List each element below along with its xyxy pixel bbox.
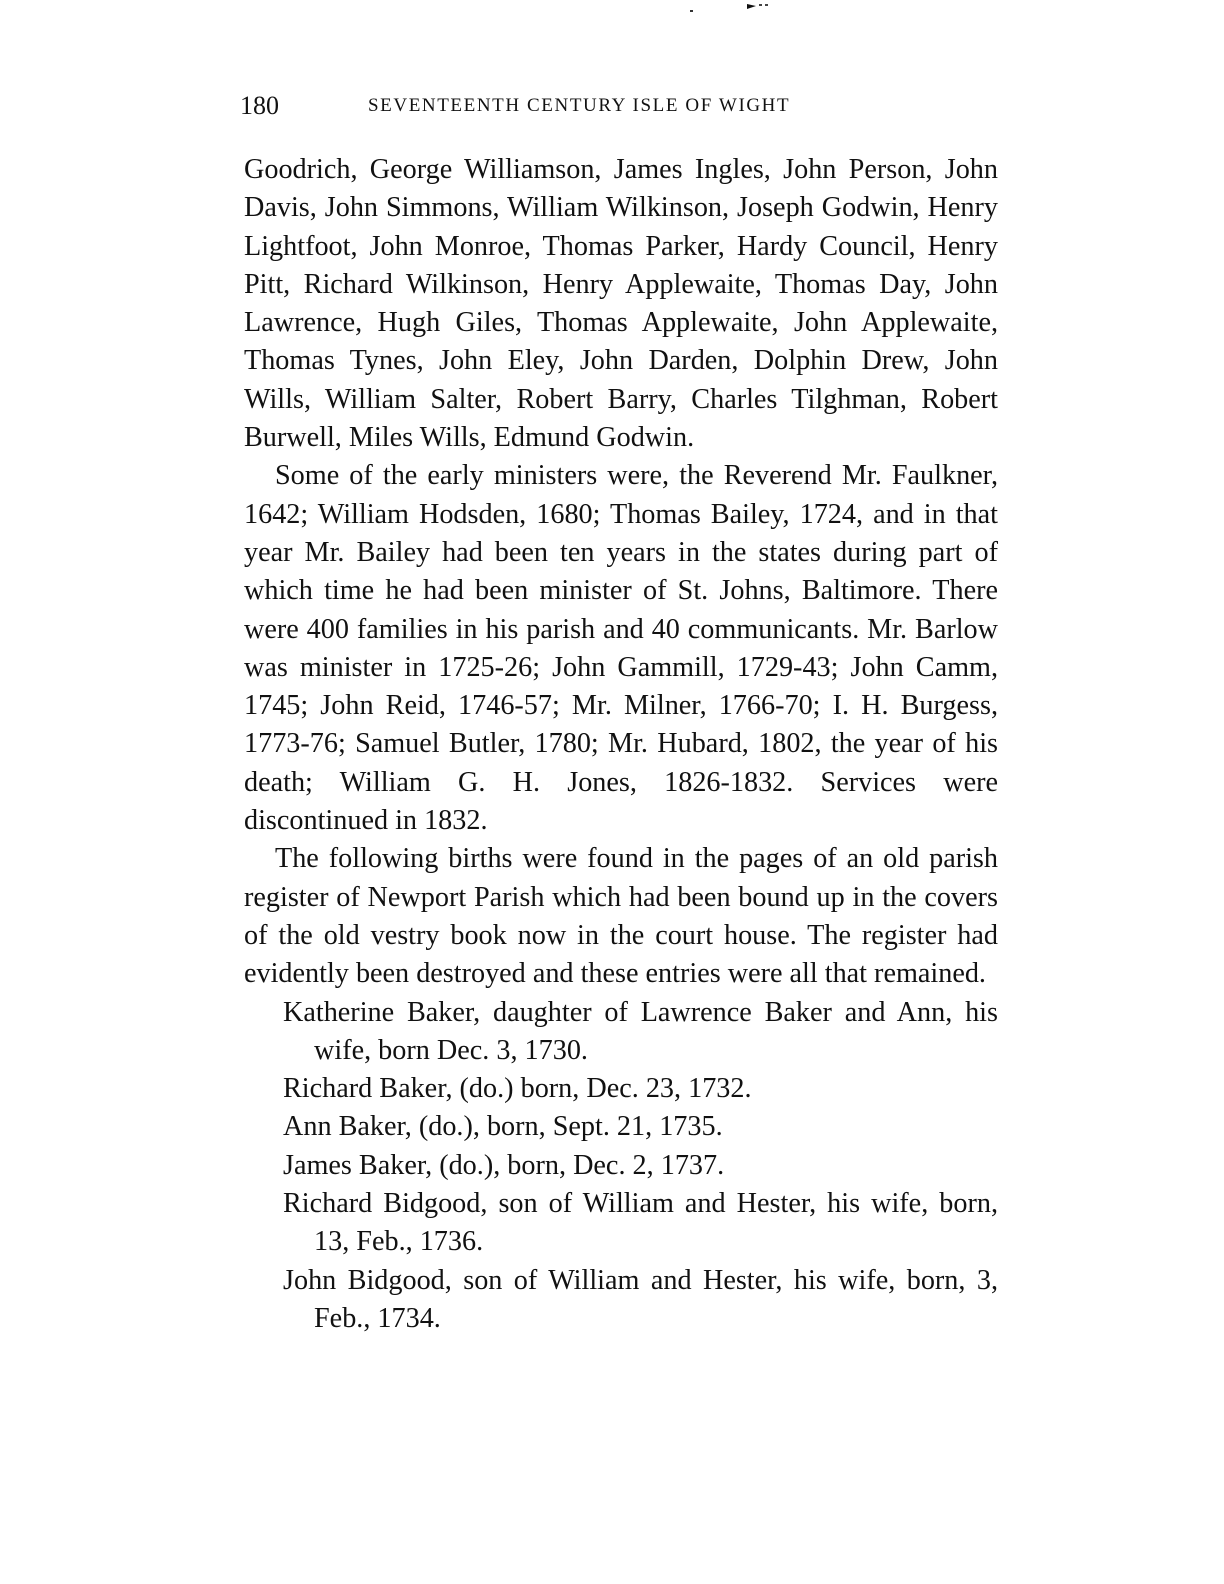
running-title: SEVENTEENTH CENTURY ISLE OF WIGHT	[368, 95, 791, 116]
page-number: 180	[240, 91, 279, 120]
paragraph-early-ministers: Some of the early ministers were, the Reverend Mr. Faulkner, 1642; William Hodsden, 1680; Thomas Bailey, 1724, and in that year Mr. Bailey had been ten years in the states during part of which time he had been minister of St. Johns, Baltimore. There were 400 families in his parish and 40 communicants. Mr. Barlow was minister in 1725-26; John Gammill, 1729-43; John Camm, 1745; John Reid, 1746-57; Mr. Milner, 1766-70; I. H. Burgess, 1773-76; Samuel Butler, 1780; Mr. Hubard, 1802, the year of his death; William G. H. Jones, 1826-1832. Services were discontinued in 1832.	[244, 460, 998, 837]
paragraph-vestrymen-list: Goodrich, George Williamson, James Ingles, John Person, John Davis, John Simmons, William Wilkinson, Joseph Godwin, Henry Lightfoot, John Monroe, Thomas Parker, Hardy Council, Henry Pitt, Richard Wilkinson, Henry Applewaite, Thomas Day, John Lawrence, Hugh Giles, Thomas Applewaite, John Applewaite, Thomas Tynes, John Eley, John Darden, Dolphin Drew, John Wills, William Salter, Robert Barry, Charles Tilghman, Robert Burwell, Miles Wills, Edmund Godwin.	[244, 154, 998, 454]
birth-entry: John Bidgood, son of William and Hester, his wife, born, 3, Feb., 1734.	[283, 1264, 998, 1334]
birth-entry: Richard Bidgood, son of William and Hester, his wife, born, 13, Feb., 1736.	[283, 1188, 998, 1258]
birth-entry: Ann Baker, (do.), born, Sept. 21, 1735.	[283, 1111, 723, 1143]
birth-entry: James Baker, (do.), born, Dec. 2, 1737.	[283, 1149, 725, 1181]
scan-speck-marks	[690, 0, 810, 14]
paragraph-parish-register: The following births were found in the pages of an old parish register of Newport Parish which had been bound up in the covers of the old vestry book now in the court house. The register had evidently been destroyed and these entries were all that remained.	[244, 843, 998, 990]
birth-entry-list	[244, 994, 998, 1339]
birth-entry: Richard Baker, (do.) born, Dec. 23, 1732.	[283, 1073, 752, 1105]
birth-entry: Katherine Baker, daughter of Lawrence Baker and Ann, his wife, born Dec. 3, 1730.	[283, 996, 998, 1066]
page-body	[244, 151, 998, 1338]
page-header	[240, 88, 1000, 124]
